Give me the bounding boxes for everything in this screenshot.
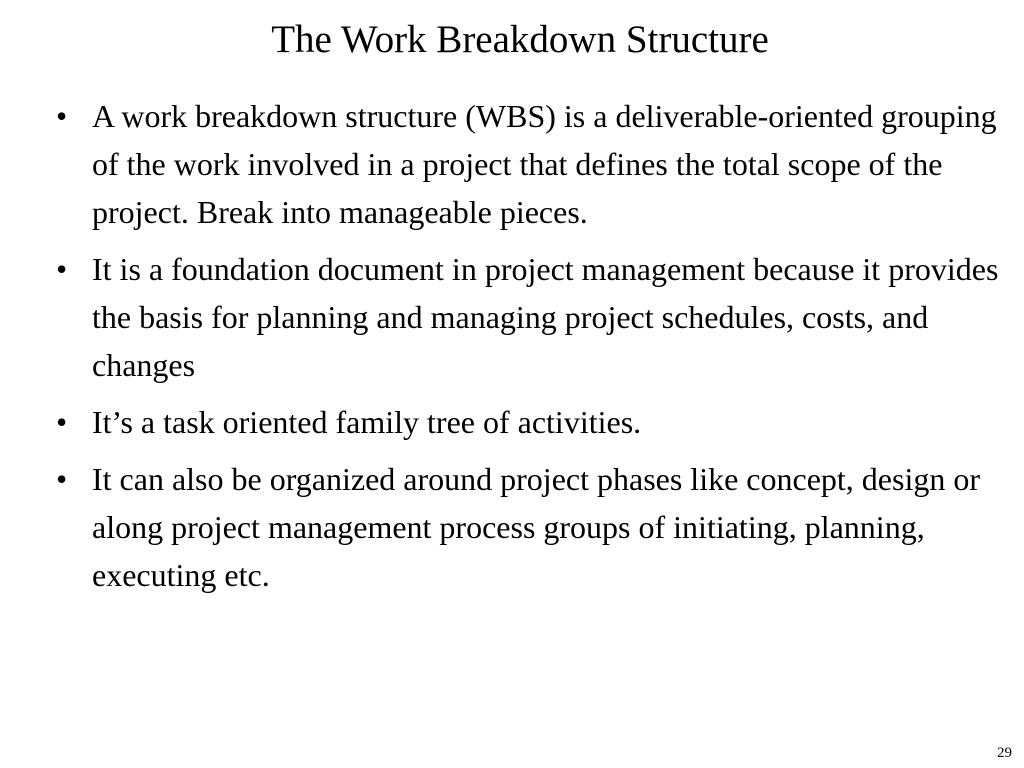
bullet-text: It’s a task oriented family tree of activities. (92, 404, 642, 440)
bullet-icon: • (56, 461, 68, 497)
bullet-list (56, 92, 1006, 608)
bullet-icon: • (56, 98, 68, 134)
bullet-item (56, 398, 1006, 446)
page-number: 29 (997, 745, 1012, 761)
slide-title: The Work Breakdown Structure (271, 18, 769, 61)
bullet-text: A work breakdown structure (WBS) is a deliverable-oriented grouping of the work involved in a project that defines the total scope of the project. Break into manageable pieces. (92, 98, 997, 230)
bullet-item (56, 455, 1006, 599)
bullet-item (56, 92, 1006, 236)
bullet-text: It is a foundation document in project management because it provides the basis for planning and managing project schedules, costs, and changes (92, 251, 999, 383)
bullet-item (56, 245, 1006, 389)
bullet-icon: • (56, 251, 68, 287)
bullet-text: It can also be organized around project phases like concept, design or along project management process groups of initiating, planning, executing etc. (92, 461, 980, 593)
bullet-icon: • (56, 404, 68, 440)
